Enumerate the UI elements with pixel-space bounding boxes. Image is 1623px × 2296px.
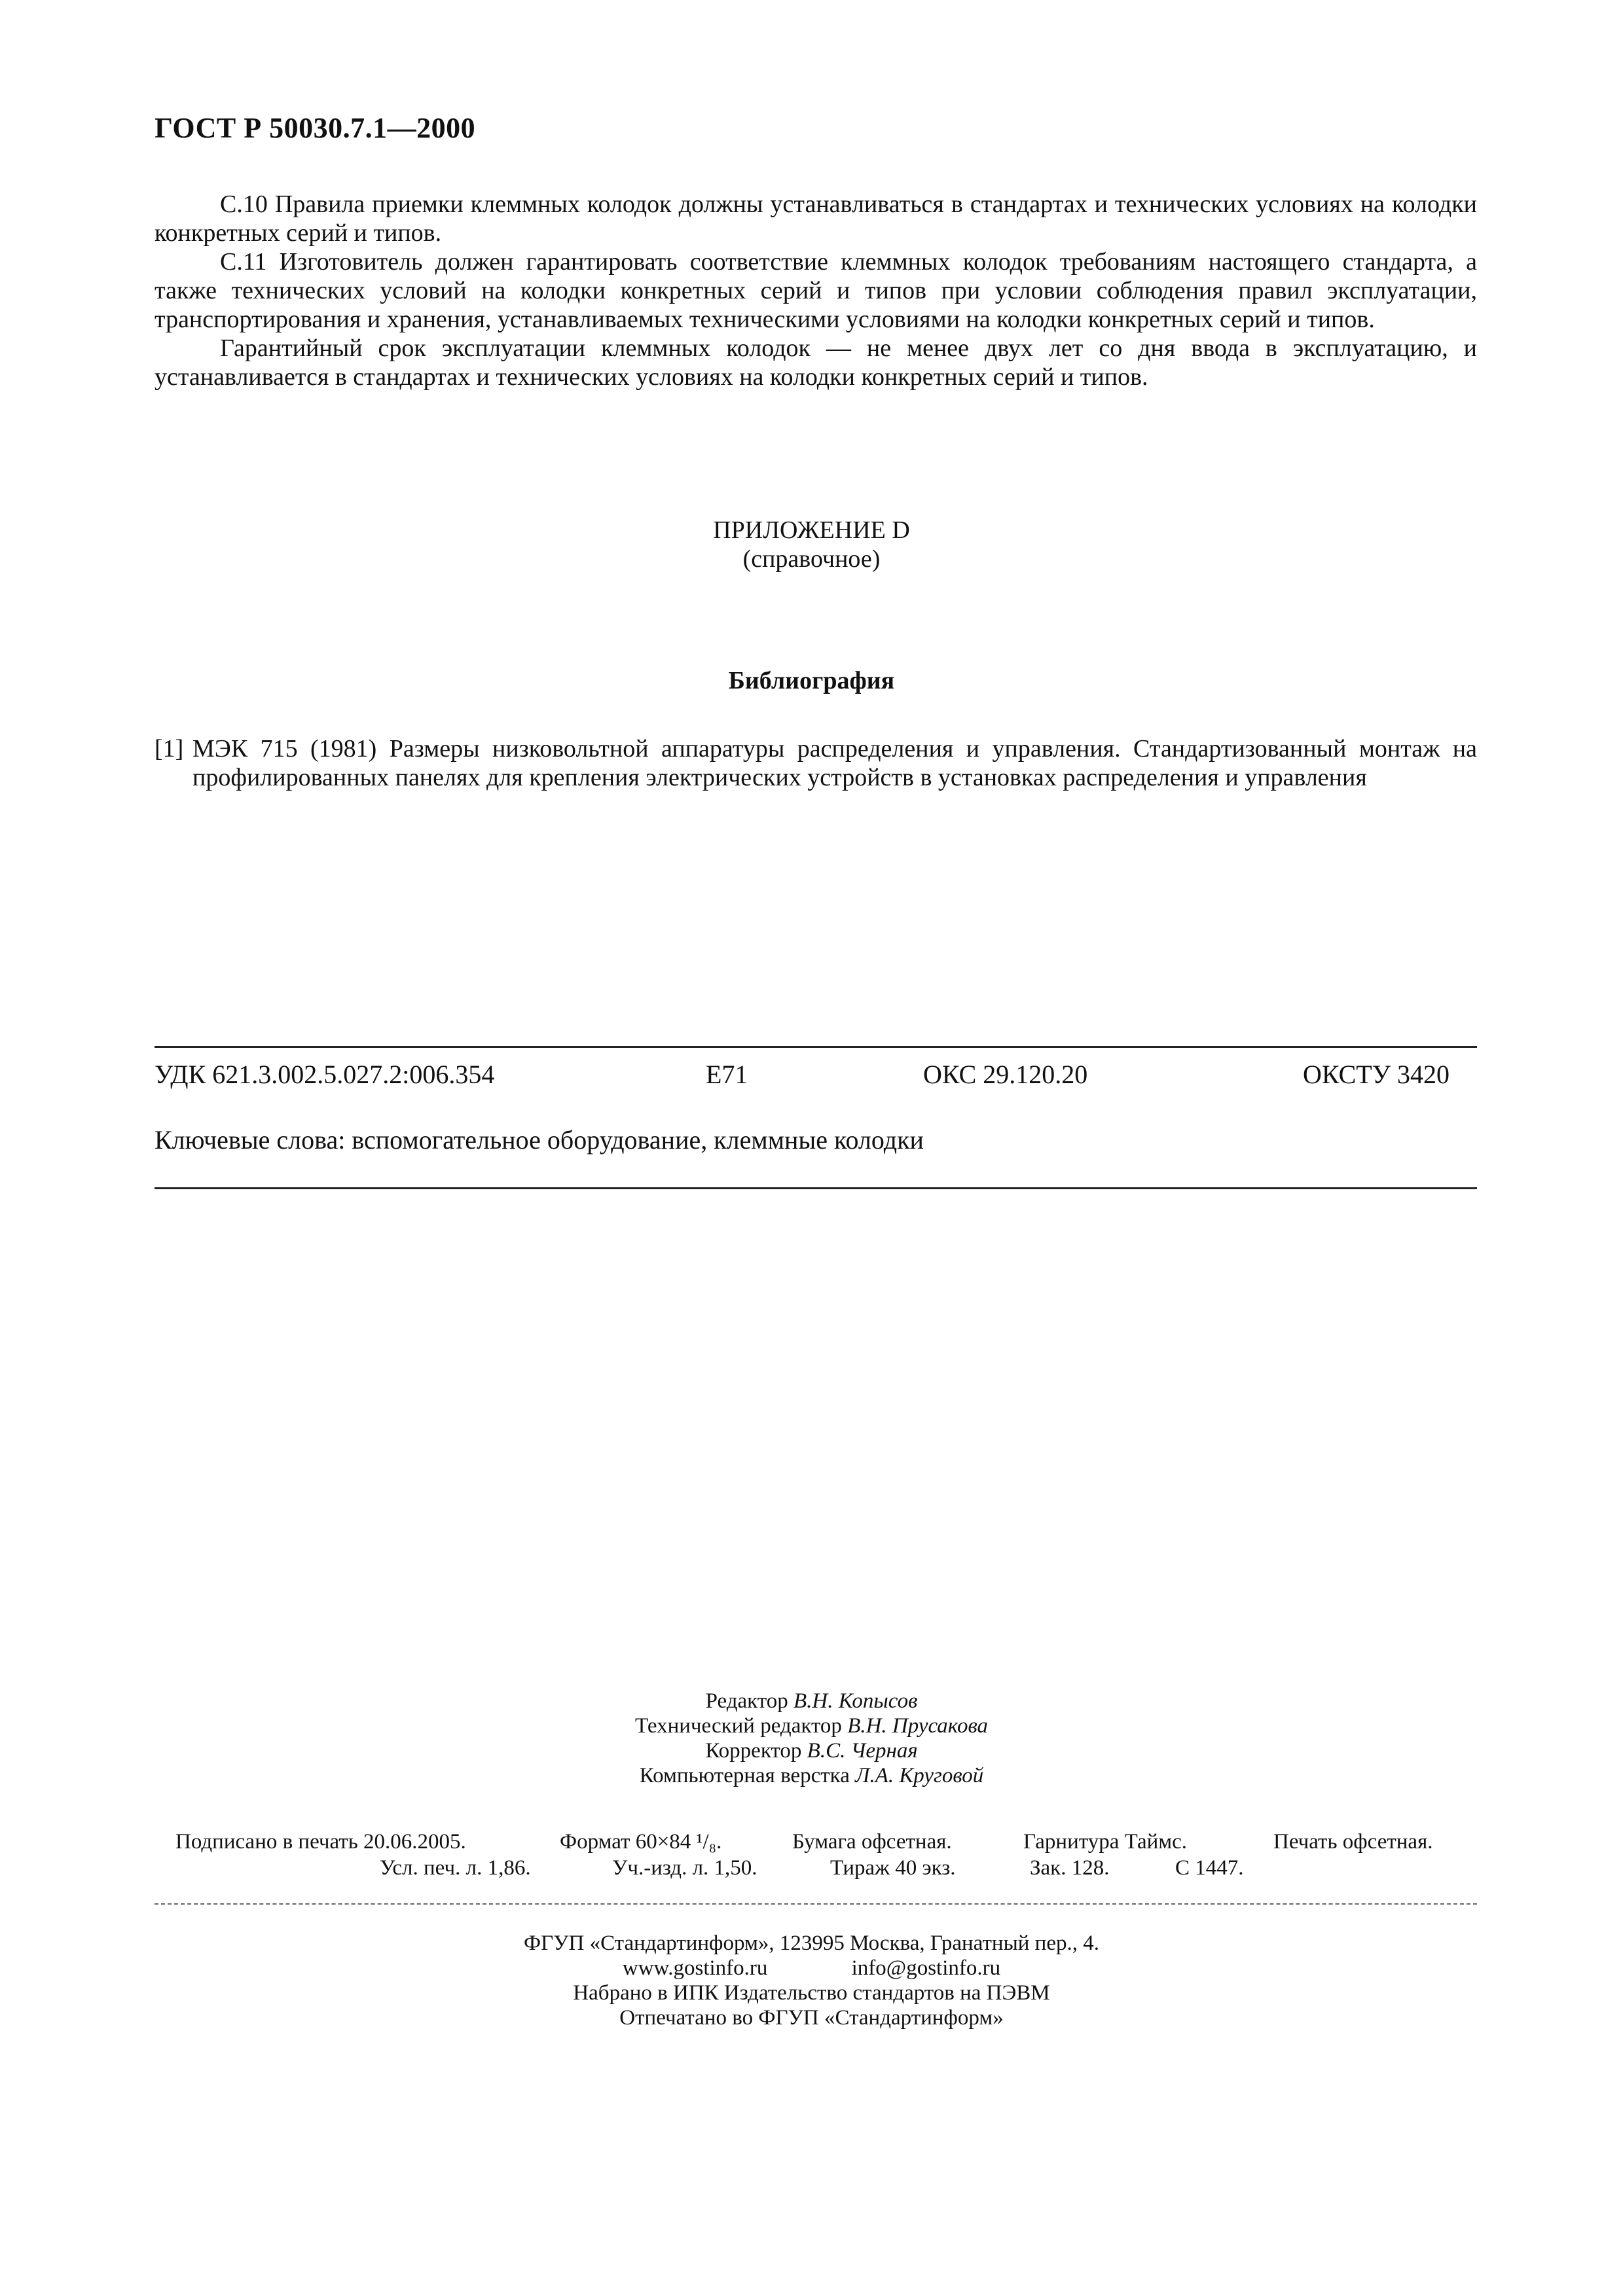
corrector-label: Корректор [705, 1739, 802, 1763]
print-paper: Бумага офсетная. [792, 1830, 952, 1854]
corrector-name: В.С. Черная [807, 1739, 918, 1763]
print-typeface: Гарнитура Таймс. [1023, 1830, 1188, 1854]
credit-tech-editor [0, 1713, 1623, 1738]
top-rule [155, 1046, 1477, 1048]
appendix-subtitle: (справочное) [742, 545, 881, 573]
publisher-email: info@gostinfo.ru [851, 1956, 1001, 1980]
publisher-site: www.gostinfo.ru [622, 1956, 768, 1980]
dashed-divider [155, 1903, 1477, 1905]
body-text [155, 190, 1477, 391]
paragraph-c10: C.10 Правила приемки клеммных колодок должны устанавливаться в стандартах и технических условиях на колодки конкретных серий и типов. [155, 190, 1477, 247]
bibliography-entry [155, 734, 1477, 792]
layout-name: Л.А. Круговой [855, 1764, 984, 1787]
credit-editor [0, 1689, 1623, 1713]
print-order: Зак. 128. [1030, 1856, 1110, 1880]
bottom-rule [155, 1187, 1477, 1189]
publisher-block [0, 1931, 1623, 2030]
credit-corrector [0, 1738, 1623, 1763]
bibliography-title: Библиография [728, 667, 895, 694]
credits-block [0, 1689, 1623, 1788]
publisher-printed: Отпечатано во ФГУП «Стандартинформ» [619, 2006, 1004, 2030]
bibliography-entry-text: МЭК 715 (1981) Размеры низковольтной аппаратуры распределения и управления. Стандартизованный монтаж на профилированных панелях для крепления электрических устройств в установках распределения и управления [192, 735, 1477, 791]
bibliography-entry-number: [1] [155, 735, 184, 762]
print-sheets: Усл. печ. л. 1,86. [380, 1856, 531, 1880]
publisher-typeset: Набрано в ИПК Издательство стандартов на ПЭВМ [573, 1981, 1050, 2005]
print-code: С 1447. [1175, 1856, 1244, 1880]
layout-label: Компьютерная верстка [639, 1764, 850, 1787]
standard-header: ГОСТ Р 50030.7.1—2000 [155, 112, 476, 144]
publisher-contacts [0, 1956, 1623, 1981]
tech-editor-label: Технический редактор [634, 1714, 842, 1738]
okstu-code: ОКСТУ 3420 [1303, 1060, 1450, 1089]
print-format: Формат 60×84 ¹/₈. [560, 1830, 722, 1854]
editor-label: Редактор [705, 1689, 788, 1713]
paragraph-c11: C.11 Изготовитель должен гарантировать соответствие клеммных колодок требованиям настоящего стандарта, а также технических условий на колодки конкретных серий и типов при условии соблюдения правил эксплуатации, транспортирования и хранения, устанавливаемых техническими условиями на колодки конкретных серий и типов. [155, 248, 1477, 333]
credit-layout [0, 1763, 1623, 1788]
keywords: Ключевые слова: вспомогательное оборудование, клеммные колодки [155, 1125, 924, 1155]
appendix-title: ПРИЛОЖЕНИЕ D [713, 516, 910, 544]
paragraph-warranty: Гарантийный срок эксплуатации клеммных колодок — не менее двух лет со дня ввода в эксплуатацию, и устанавливается в стандартах и технических условиях на колодки конкретных серий и типов. [155, 334, 1477, 391]
oks-code: ОКС 29.120.20 [923, 1060, 1088, 1089]
appendix-heading [0, 516, 1623, 573]
print-run: Тираж 40 экз. [830, 1856, 956, 1880]
udk-code: УДК 621.3.002.5.027.2:006.354 [155, 1060, 495, 1089]
print-pub-sheets: Уч.-изд. л. 1,50. [612, 1856, 757, 1880]
tech-editor-name: В.Н. Прусакова [847, 1714, 989, 1738]
print-printing: Печать офсетная. [1273, 1830, 1433, 1854]
group-code: Е71 [706, 1060, 748, 1089]
publisher-address: ФГУП «Стандартинформ», 123995 Москва, Гранатный пер., 4. [524, 1931, 1099, 1955]
editor-name: В.Н. Копысов [793, 1689, 918, 1713]
print-signed: Подписано в печать 20.06.2005. [175, 1830, 466, 1854]
